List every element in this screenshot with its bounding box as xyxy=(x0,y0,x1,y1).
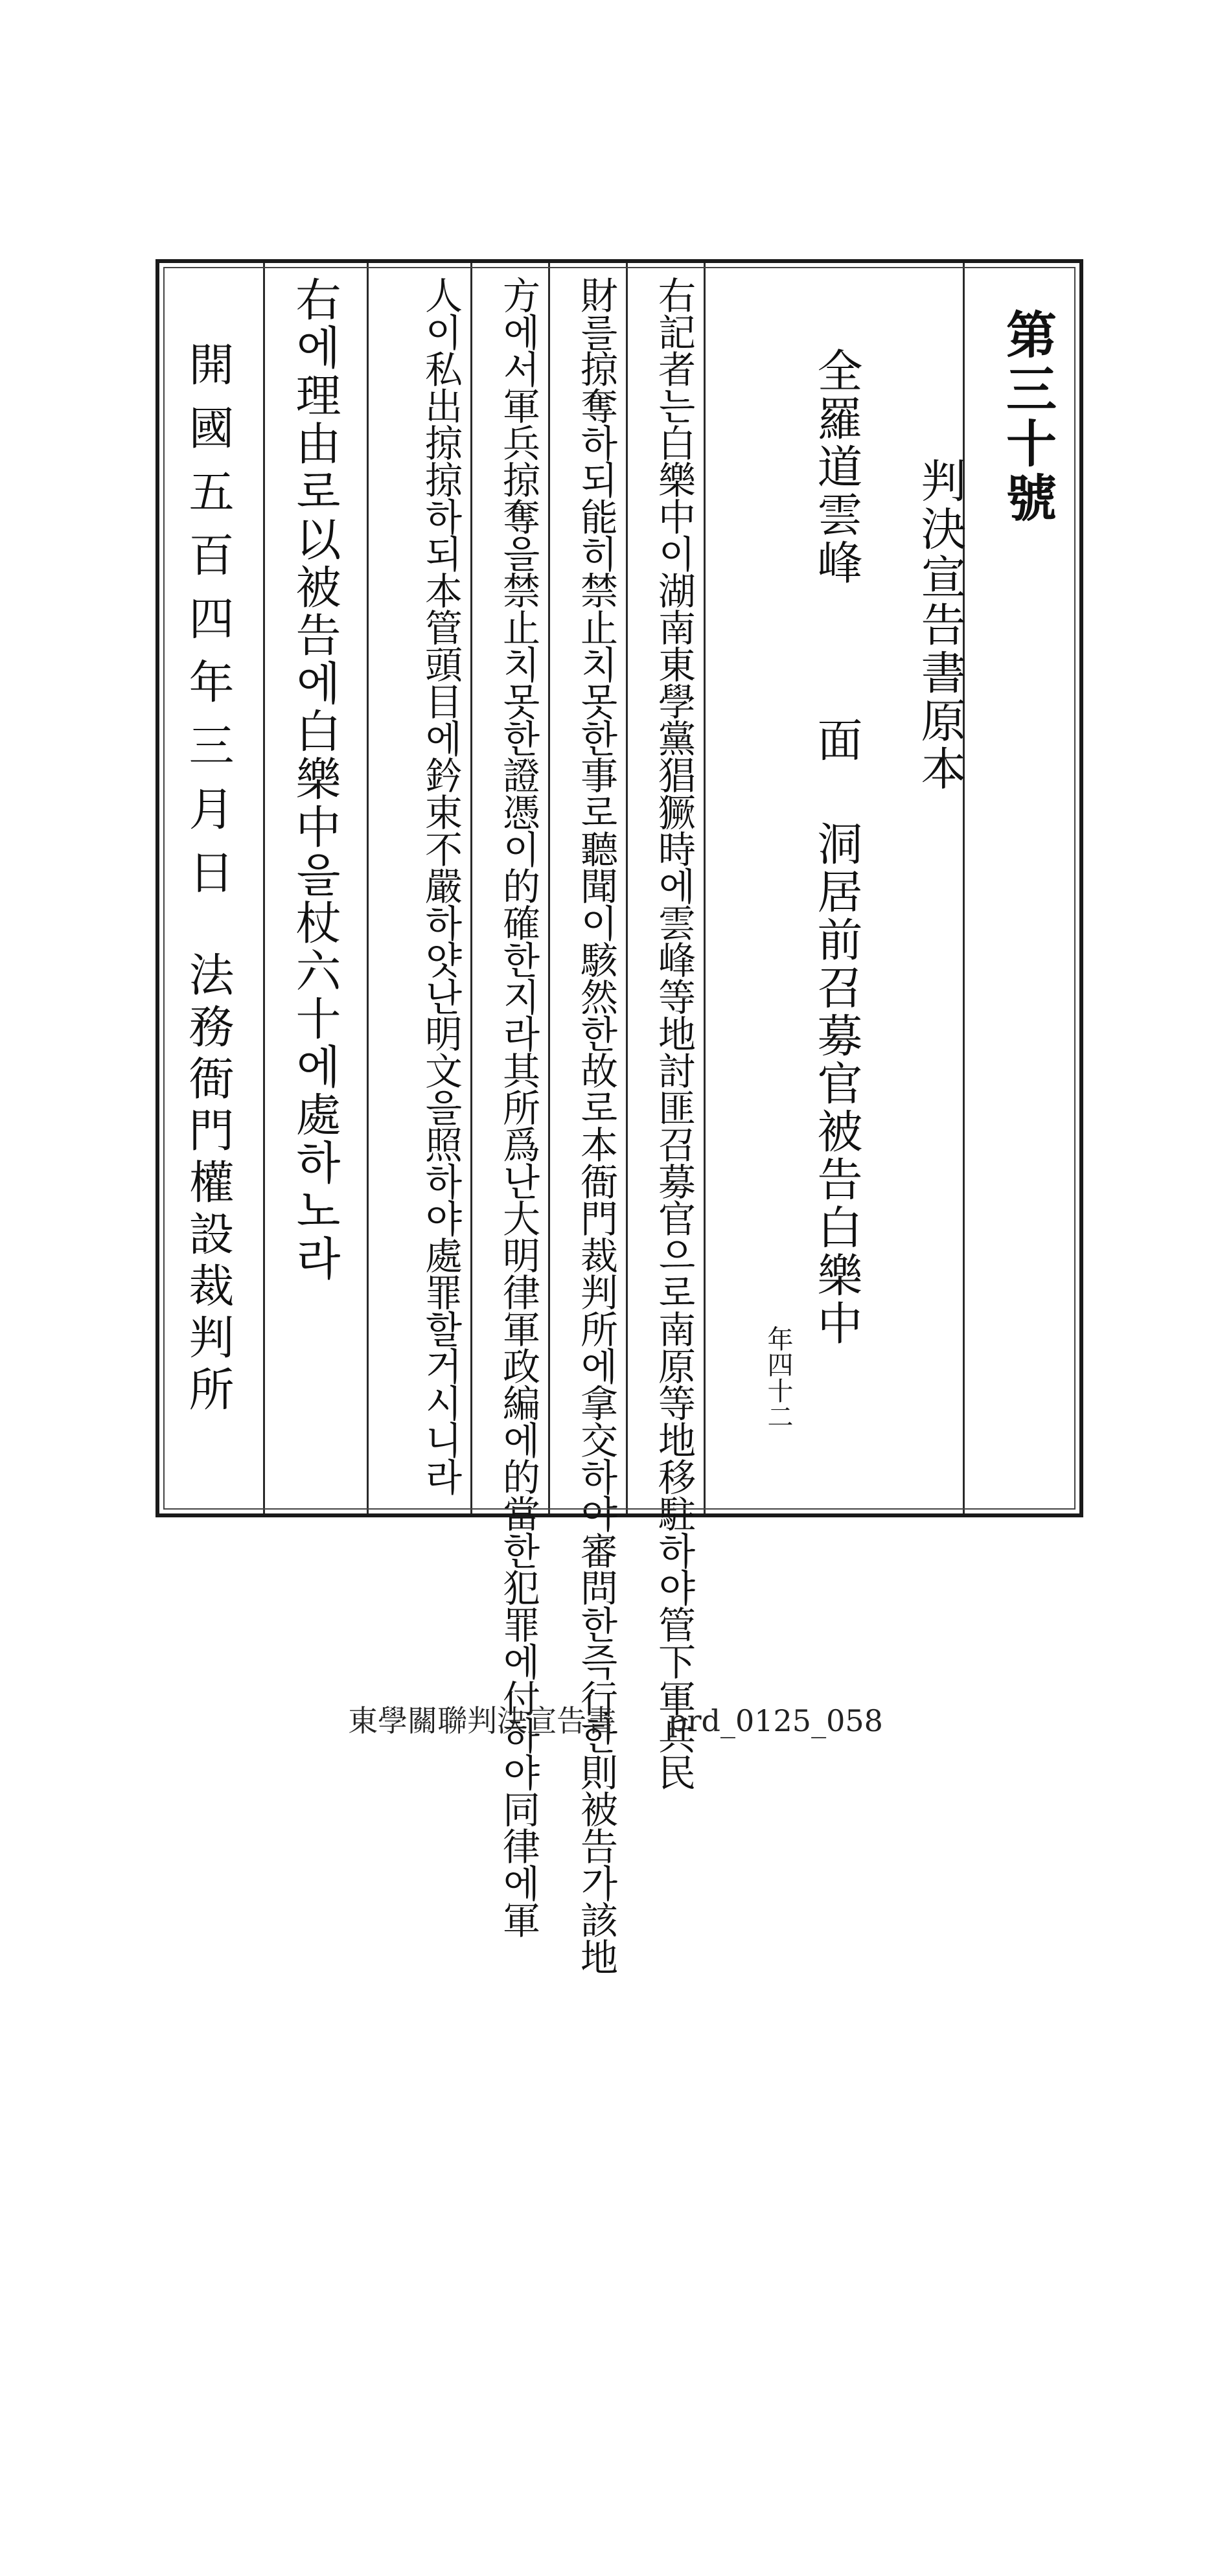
body-line-4: 人이私出掠掠하되本管頭目에鈐束不嚴하얏난明文을照하야處罪할거시니라 xyxy=(419,276,463,1495)
body-line-2: 財를掠奪하되能히禁止치못한事로聽聞이駭然한故로本衙門裁判所에拿交하야審問한즉行한則被告가該地 xyxy=(574,276,618,1975)
page-footer xyxy=(0,1697,1231,1740)
defendant-dwelling: 面 洞居前召募官被告白樂中 xyxy=(810,717,863,1348)
column-rule xyxy=(704,263,706,1513)
body-line-1: 右記者는白樂中이湖南東學黨猖獗時에雲峰等地討匪召募官으로南原等地移駐하야管下軍兵民 xyxy=(652,276,696,1790)
defendant-origin: 全羅道雲峰 xyxy=(810,347,863,587)
column-rule xyxy=(626,263,628,1513)
document-type: 判決宣告書原本 xyxy=(914,457,967,793)
column-rule xyxy=(963,263,965,1513)
defendant-age: 年四十二 xyxy=(763,1326,793,1429)
date-line: 開國五百四年三月日 xyxy=(181,341,235,912)
verdict-line: 右에理由로以被告에白樂中을杖六十에處하노라 xyxy=(288,276,341,1283)
column-rule xyxy=(470,263,472,1513)
column-rule xyxy=(548,263,550,1513)
footer-code: prd_0125_058 xyxy=(668,1703,883,1738)
body-line-3: 方에서軍兵掠奪을禁止치못한證憑이的確한지라其所爲난大明律軍政編에的當한犯罪에付하야同律에軍 xyxy=(496,276,540,1938)
court-name: 法務衙門權設裁判所 xyxy=(181,951,235,1418)
case-number: 第三十號 xyxy=(998,308,1057,526)
column-rule xyxy=(367,263,369,1513)
date-court-column xyxy=(181,263,235,1591)
defendant-column xyxy=(810,263,863,1598)
footer-title: 東學關聯判決宣告書 xyxy=(348,1703,617,1738)
column-rule xyxy=(263,263,265,1513)
